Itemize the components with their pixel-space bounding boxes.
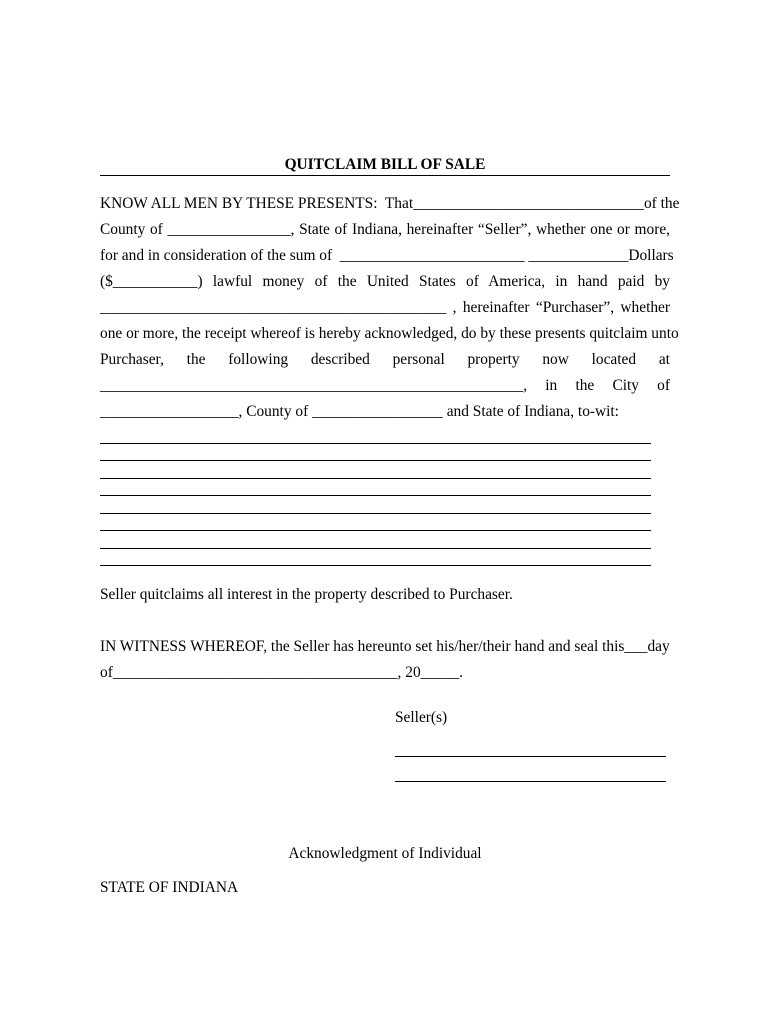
body-line-7-word: personal bbox=[392, 351, 445, 368]
body-line-3: for and in consideration of the sum of ________________________ _____________Dollars bbox=[100, 247, 674, 264]
description-blank-line[interactable] bbox=[100, 443, 651, 444]
body-line-9: __________________, County of _________________ and State of Indiana, to-wit: bbox=[100, 403, 619, 420]
description-blank-line[interactable] bbox=[100, 460, 651, 461]
document-title: QUITCLAIM BILL OF SALE bbox=[284, 156, 486, 173]
description-blank-line[interactable] bbox=[100, 548, 651, 549]
body-line-8-word: of bbox=[657, 377, 670, 394]
witness-line-1: IN WITNESS WHEREOF, the Seller has hereunto set his/her/their hand and seal this___day bbox=[100, 638, 670, 655]
body-line-1: KNOW ALL MEN BY THESE PRESENTS: That______________________________of the bbox=[100, 195, 680, 212]
body-line-2 bbox=[100, 221, 670, 239]
body-line-7-word: property bbox=[467, 351, 520, 368]
seller-signature-line[interactable] bbox=[395, 781, 666, 782]
body-line-7-word: now bbox=[542, 351, 569, 368]
body-line-8-word: in bbox=[545, 377, 558, 394]
body-line-7-word: at bbox=[658, 351, 670, 368]
body-line-2-text: County of ________________, State of Indiana, hereinafter “Seller”, whether one or more, bbox=[100, 221, 670, 238]
body-line-7-word: Purchaser, bbox=[100, 351, 164, 368]
description-blank-line[interactable] bbox=[100, 513, 651, 514]
body-line-7-word: following bbox=[228, 351, 289, 368]
body-line-4-text: ($___________) lawful money of the United States of America, in hand paid by bbox=[100, 273, 670, 290]
description-blank-line[interactable] bbox=[100, 565, 651, 566]
seller-signature-line[interactable] bbox=[395, 756, 666, 757]
body-line-7-word: described bbox=[310, 351, 370, 368]
description-blank-line[interactable] bbox=[100, 530, 651, 531]
body-line-7-word: the bbox=[186, 351, 206, 368]
witness-line-2: of_____________________________________, 20_____. bbox=[100, 664, 463, 681]
body-line-4 bbox=[100, 273, 670, 291]
acknowledgment-heading: Acknowledgment of Individual bbox=[288, 845, 482, 862]
body-line-8-word: the bbox=[575, 377, 595, 394]
body-line-6: one or more, the receipt whereof is hereby acknowledged, do by these presents quitclaim unto bbox=[100, 325, 679, 342]
body-line-8 bbox=[100, 377, 670, 395]
seller-signature-label: Seller(s) bbox=[395, 709, 448, 726]
body-line-7-word: located bbox=[591, 351, 637, 368]
body-line-5-text: _____________________________________________ , hereinafter “Purchaser”, whether bbox=[100, 299, 670, 316]
seller-quitclaims-statement: Seller quitclaims all interest in the property described to Purchaser. bbox=[100, 586, 513, 603]
body-line-7 bbox=[100, 351, 670, 369]
description-blank-line[interactable] bbox=[100, 495, 651, 496]
body-line-8-word: _______________________________________________________, bbox=[100, 377, 528, 394]
description-blank-line[interactable] bbox=[100, 478, 651, 479]
title-underline bbox=[100, 175, 670, 176]
state-of-indiana: STATE OF INDIANA bbox=[100, 879, 239, 896]
body-line-8-word: City bbox=[612, 377, 639, 394]
body-line-5 bbox=[100, 299, 670, 317]
